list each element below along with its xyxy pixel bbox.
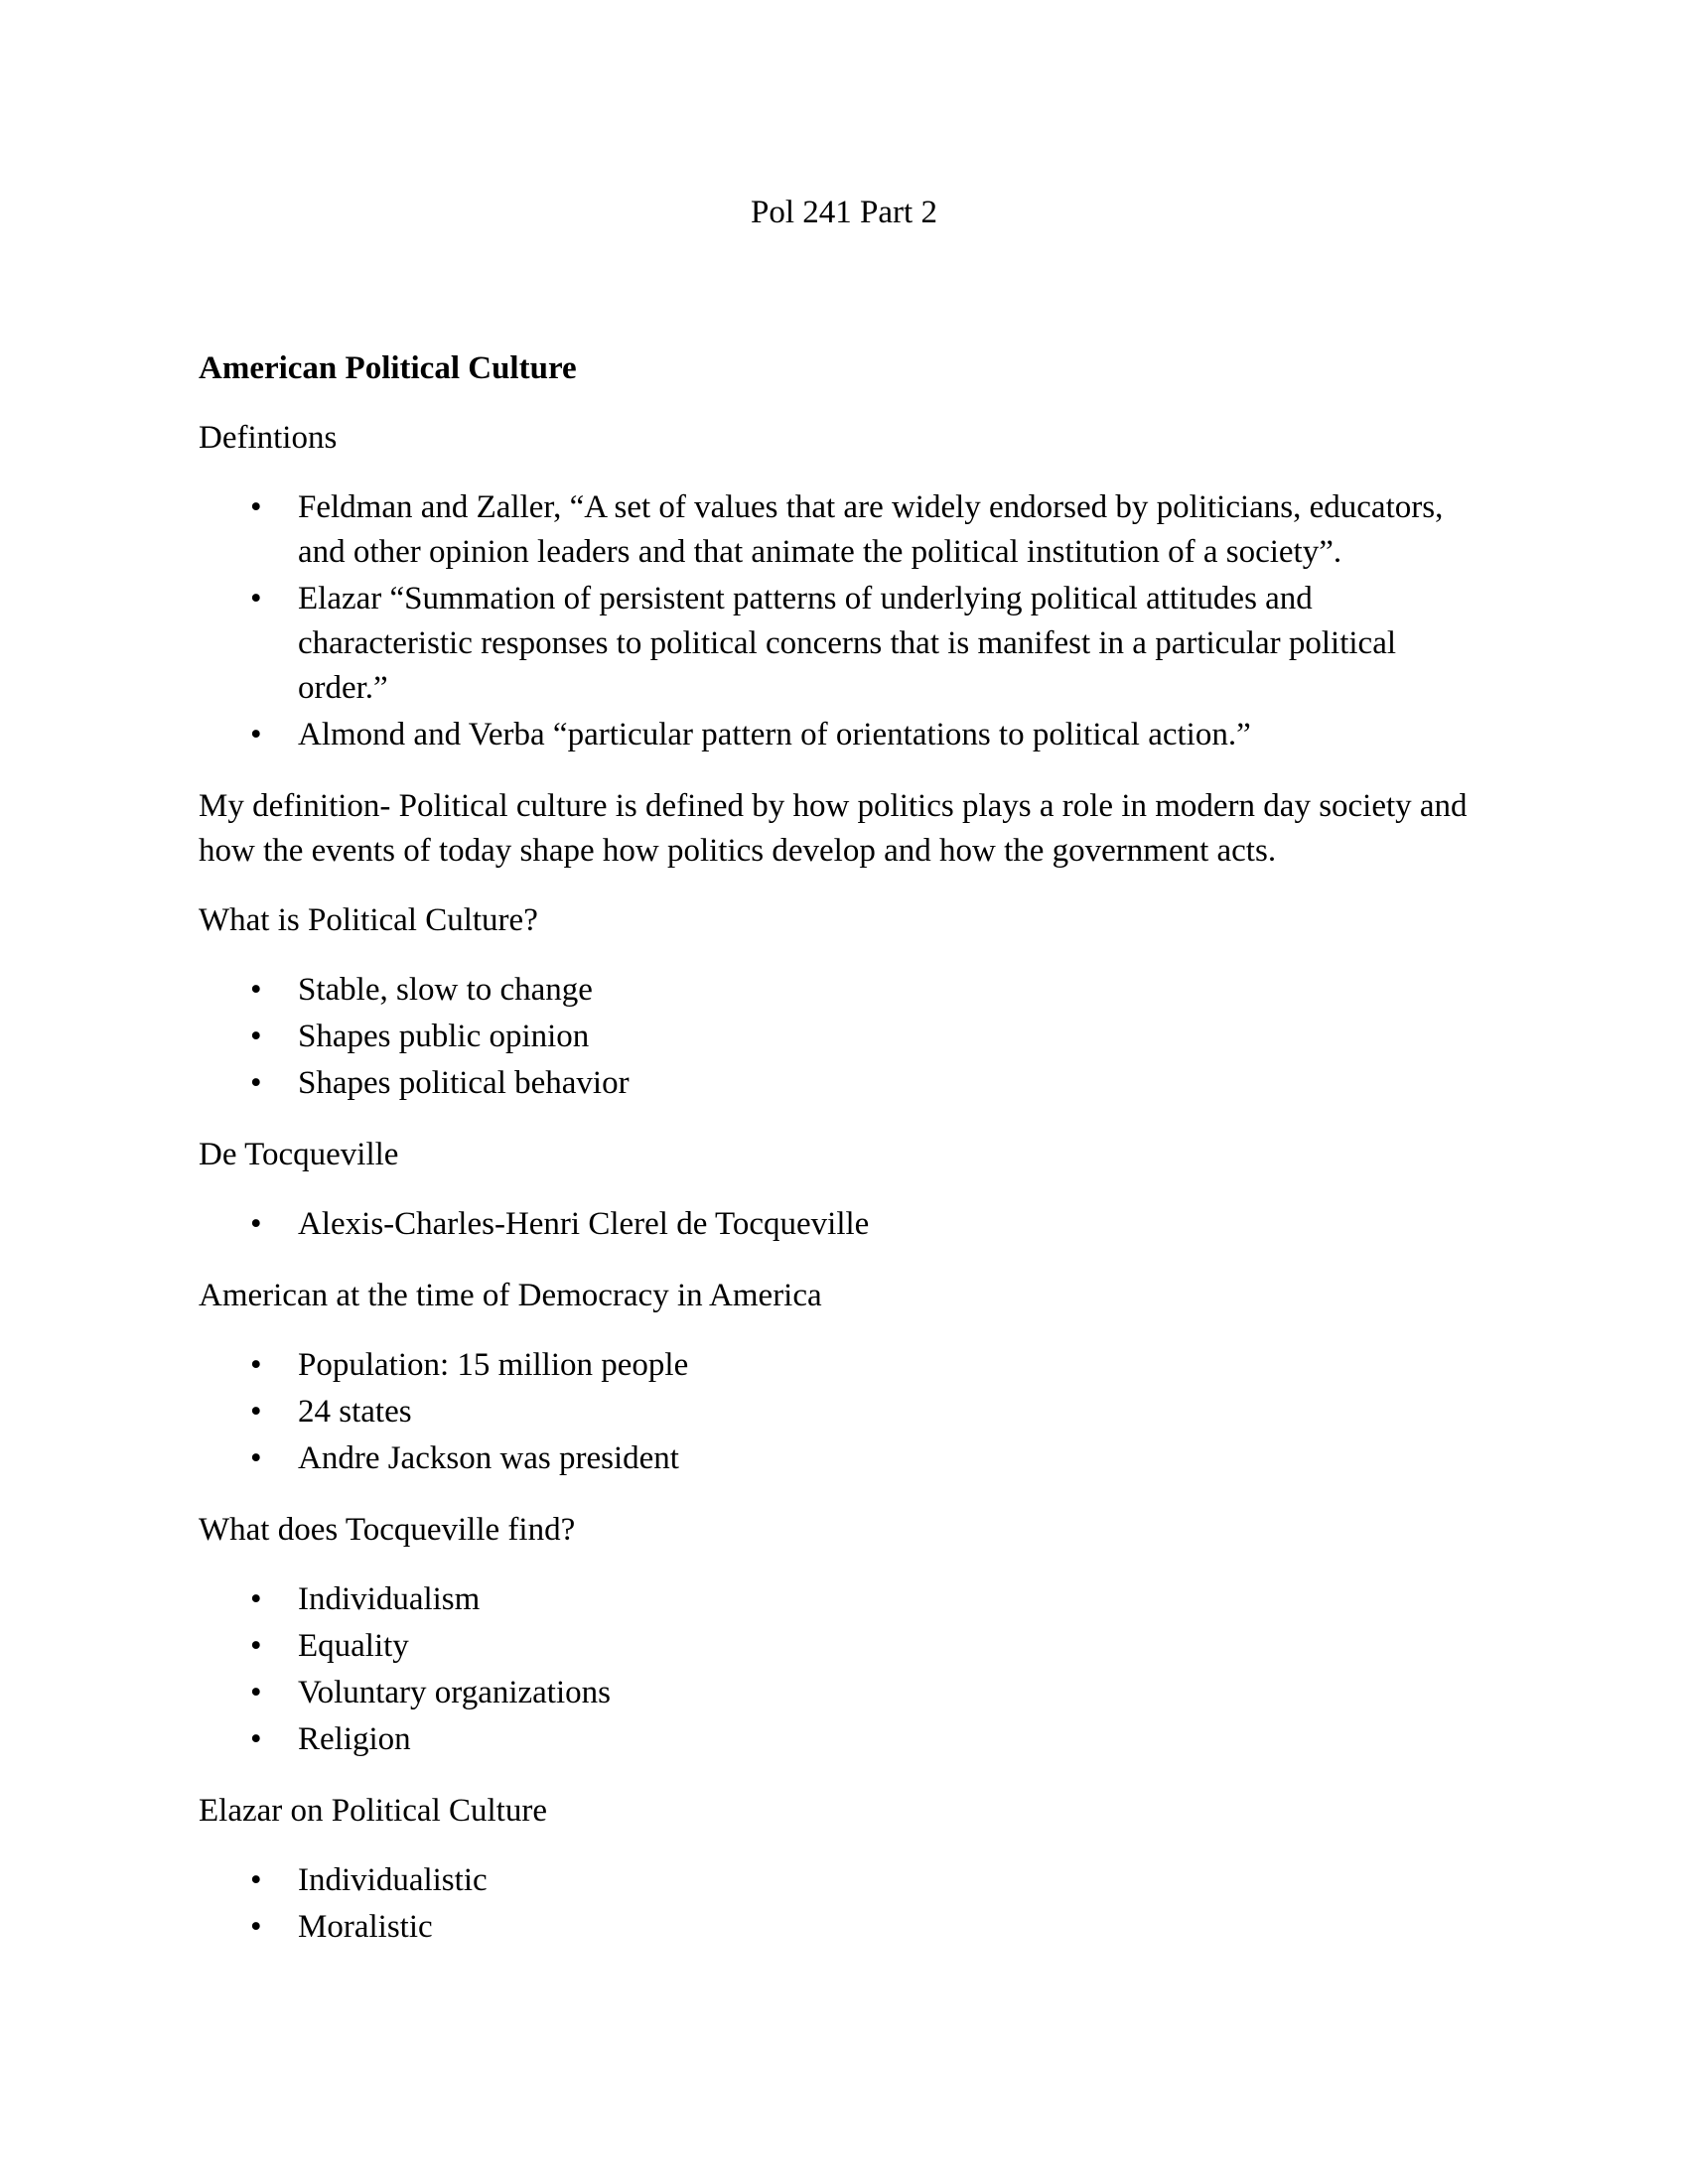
list-item-moralistic: • Moralistic [199, 1905, 1489, 1952]
elazar-types-list [199, 1858, 1489, 1952]
america-facts-list [199, 1343, 1489, 1483]
list-item-shapes-public-opinion: • Shapes public opinion [199, 1015, 1489, 1061]
label-defintions: Defintions [199, 420, 338, 456]
list-item-shapes-political-behavior: • Shapes political behavior [199, 1061, 1489, 1108]
label-de-tocqueville: De Tocqueville [199, 1137, 399, 1172]
list-item-andre-jackson: • Andre Jackson was president [199, 1436, 1489, 1483]
document-title: Pol 241 Part 2 [751, 195, 937, 230]
list-item-equality: • Equality [199, 1624, 1489, 1671]
list-item-individualistic: • Individualistic [199, 1858, 1489, 1905]
list-item-elazar-definition: • Elazar “Summation of persistent patterns of underlying political attitudes and characteristic responses to political concerns that is manifest in a particular political order.” [199, 577, 1489, 713]
list-item-alexis-charles-henri: • Alexis-Charles-Henri Clerel de Tocqueville [199, 1202, 1489, 1249]
list-item-population: • Population: 15 million people [199, 1343, 1489, 1390]
list-item-24-states: • 24 states [199, 1390, 1489, 1436]
paragraph-my-definition: My definition- Political culture is defined by how politics plays a role in modern day society and how the events of today shape how politics develop and how the government acts. [199, 788, 1468, 869]
list-item-voluntary-organizations: • Voluntary organizations [199, 1671, 1489, 1717]
heading-american-political-culture: American Political Culture [199, 350, 577, 386]
list-item-stable: • Stable, slow to change [199, 968, 1489, 1015]
list-item-almond-verba: • Almond and Verba “particular pattern of orientations to political action.” [199, 713, 1489, 759]
list-item-individualism: • Individualism [199, 1577, 1489, 1624]
list-item-feldman-zaller: • Feldman and Zaller, “A set of values that are widely endorsed by politicians, educators, and other opinion leaders and that animate the political institution of a society”. [199, 485, 1489, 577]
label-what-does-tocqueville-find: What does Tocqueville find? [199, 1512, 576, 1548]
label-elazar-on-political-culture: Elazar on Political Culture [199, 1793, 547, 1829]
label-what-is-political-culture: What is Political Culture? [199, 902, 538, 938]
tocqueville-findings-list [199, 1577, 1489, 1764]
political-culture-traits-list [199, 968, 1489, 1108]
definitions-list [199, 485, 1489, 759]
label-american-at-time-of-democracy: American at the time of Democracy in America [199, 1278, 822, 1313]
list-item-religion: • Religion [199, 1717, 1489, 1764]
de-tocqueville-list [199, 1202, 1489, 1249]
